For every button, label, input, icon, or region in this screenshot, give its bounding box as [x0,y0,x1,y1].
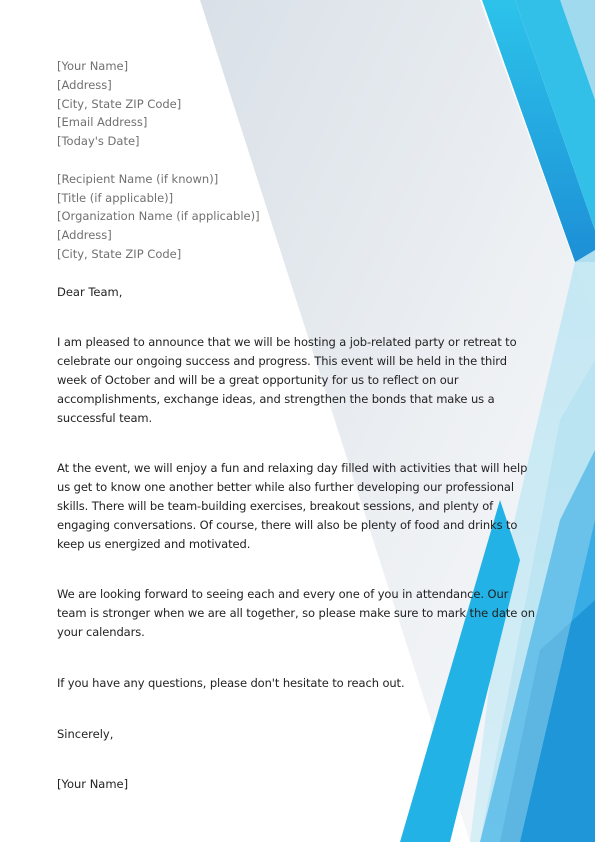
paragraph-announcement: I am pleased to announce that we will be hosting a job-related party or retreat to celebrate our ongoing success and progress. This event will be held in the third week of October and will be a great opportunity for us to reflect on our accomplishments, exchange ideas, and strengthen the bonds that make us a successful team. [57,335,517,425]
paragraph-event-details: At the event, we will enjoy a fun and relaxing day filled with activities that will help us get to know one another better while also further developing our professional skills. There will be team-building exercises, breakout sessions, and plenty of engaging conversations. Of course, there will also be plenty of food and drinks to keep us energized and motivated. [57,461,528,551]
sender-name: [Your Name] [57,59,129,73]
recipient-address: [Address] [57,228,112,243]
letter-date: [Today's Date] [57,134,140,149]
paragraph-attendance: We are looking forward to seeing each and every one of you in attendance. Our team is stronger when we are all together, so please make sure to mark the date on your calendars. [57,587,535,639]
paragraph-questions: If you have any questions, please don't hesitate to reach out. [57,675,405,690]
greeting: Dear Team, [57,284,123,299]
recipient-name: [Recipient Name (if known)] [57,171,219,186]
sender-address-block [57,57,537,151]
recipient-title: [Title (if applicable)] [57,190,174,205]
sender-city-state-zip: [City, State ZIP Code] [57,96,182,111]
recipient-city-state-zip: [City, State ZIP Code] [57,246,182,261]
signature-name: [Your Name] [57,777,129,792]
recipient-organization: [Organization Name (if applicable)] [57,209,260,224]
closing: Sincerely, [57,726,114,741]
sender-address: [Address] [57,77,112,92]
sender-email: [Email Address] [57,115,148,130]
recipient-address-block [57,170,537,264]
letter-body [57,57,537,794]
